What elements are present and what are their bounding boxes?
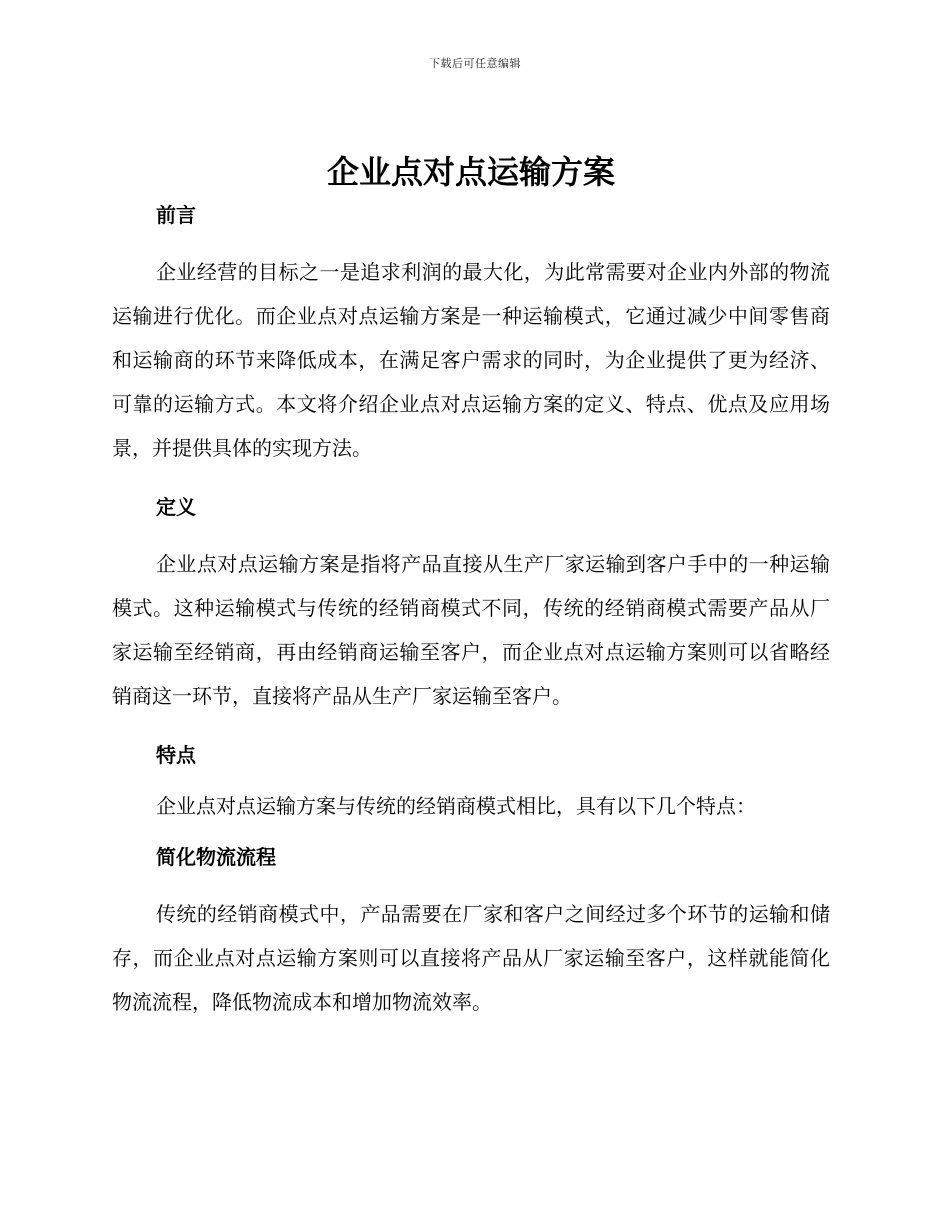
section-heading-features: 特点 [156, 743, 196, 767]
document-title: 企业点对点运输方案 [326, 153, 615, 191]
section-heading-definition: 定义 [156, 495, 196, 519]
section-paragraph-simplify-logistics: 传统的经销商模式中，产品需要在厂家和客户之间经过多个环节的运输和储存，而企业点对点运输方案则可以直接将产品从厂家运输至客户，这样就能简化物流流程，降低物流成本和增加物流效率。 [112, 902, 830, 1014]
section-paragraph-definition: 企业点对点运输方案是指将产品直接从生产厂家运输到客户手中的一种运输模式。这种运输模式与传统的经销商模式不同，传统的经销商模式需要产品从厂家运输至经销商，再由经销商运输至客户，而企业点对点运输方案则可以省略经销商这一环节，直接将产品从生产厂家运输至客户。 [112, 552, 830, 708]
section-paragraph-features: 企业点对点运输方案与传统的经销商模式相比，具有以下几个特点： [156, 794, 756, 818]
section-heading-foreword: 前言 [156, 203, 196, 227]
section-paragraph-foreword: 企业经营的目标之一是追求利润的最大化，为此常需要对企业内外部的物流运输进行优化。而企业点对点运输方案是一种运输模式，它通过减少中间零售商和运输商的环节来降低成本，在满足客户需求的同时，为企业提供了更为经济、可靠的运输方式。本文将介绍企业点对点运输方案的定义、特点、优点及应用场景，并提供具体的实现方法。 [112, 260, 830, 460]
section-heading-simplify-logistics: 简化物流流程 [156, 845, 276, 869]
header-note: 下载后可任意编辑 [429, 57, 521, 70]
document-body [112, 150, 830, 1024]
